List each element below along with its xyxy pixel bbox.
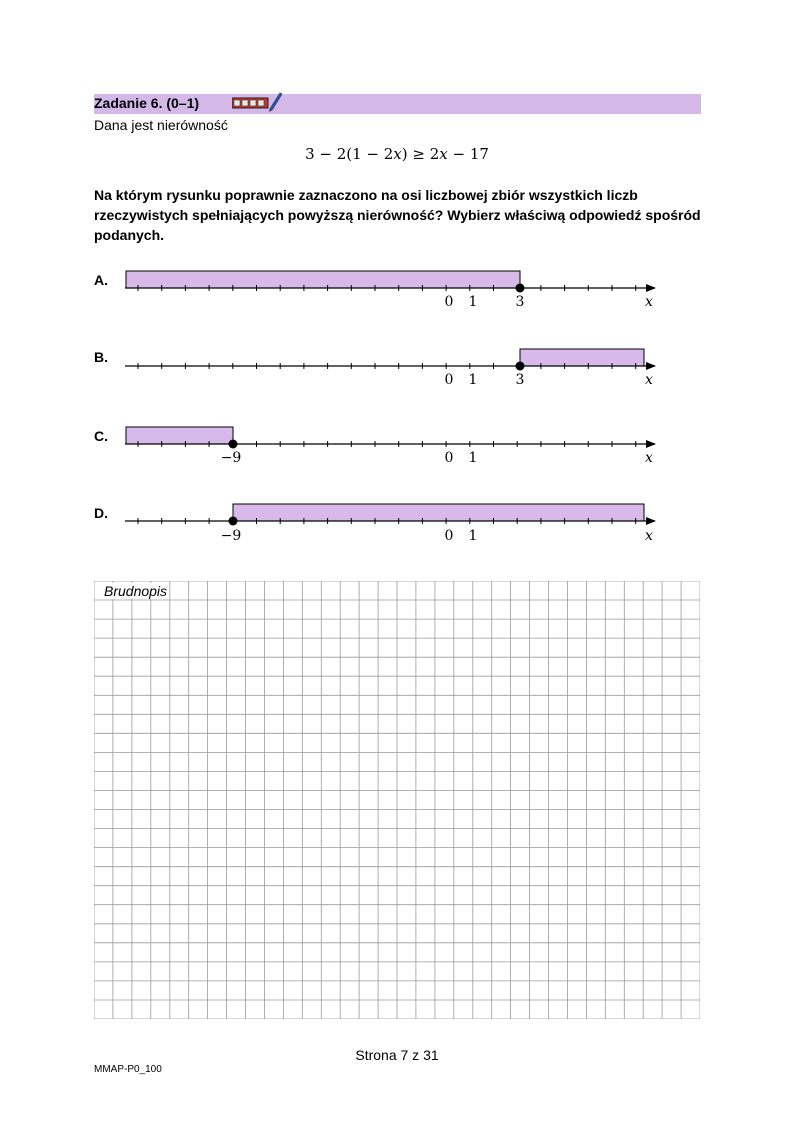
inequality-formula: 3 − 2(1 − 2𝑥) ≥ 2𝑥 − 17 bbox=[305, 145, 489, 163]
axis-variable-b: 𝑥 bbox=[645, 372, 653, 388]
option-c-label[interactable]: C. bbox=[94, 428, 108, 444]
tick-label-c-0: 0 bbox=[444, 450, 454, 466]
shaded-region-b bbox=[520, 349, 644, 366]
tick-label-d-0: 0 bbox=[444, 528, 454, 544]
tick-label-a-3: 3 bbox=[515, 294, 525, 310]
number-line-c[interactable] bbox=[125, 427, 655, 466]
tick-label-d-minus9: −9 bbox=[220, 528, 242, 544]
scratch-label: Brudnopis bbox=[104, 583, 168, 599]
axis-variable-d: 𝑥 bbox=[645, 528, 653, 544]
document-code: MMAP-P0_100 bbox=[94, 1064, 162, 1075]
tick-label-a-1: 1 bbox=[468, 294, 478, 310]
closed-point-c bbox=[229, 440, 238, 449]
axis-variable-a: 𝑥 bbox=[645, 294, 653, 310]
intro-text: Dana jest nierówność bbox=[94, 117, 228, 133]
closed-point-d bbox=[229, 517, 238, 526]
number-line-a[interactable] bbox=[125, 271, 655, 310]
tick-label-b-1: 1 bbox=[468, 372, 478, 388]
tick-label-c-minus9: −9 bbox=[220, 450, 242, 466]
shaded-region-c bbox=[126, 427, 233, 444]
tick-label-d-1: 1 bbox=[468, 528, 478, 544]
shaded-region-d bbox=[233, 504, 644, 521]
task-title: Zadanie 6. (0–1) bbox=[94, 95, 200, 111]
axis-variable-c: 𝑥 bbox=[645, 450, 653, 466]
scratch-grid[interactable] bbox=[94, 581, 700, 1019]
option-d-label[interactable]: D. bbox=[94, 505, 108, 521]
tick-label-a-0: 0 bbox=[444, 294, 454, 310]
tick-label-b-3: 3 bbox=[515, 372, 525, 388]
tick-label-b-0: 0 bbox=[444, 372, 454, 388]
tick-label-c-1: 1 bbox=[468, 450, 478, 466]
option-b-label[interactable]: B. bbox=[94, 349, 108, 365]
closed-point-a bbox=[516, 284, 525, 293]
page-number: Strona 7 z 31 bbox=[355, 1047, 439, 1063]
number-line-b[interactable] bbox=[125, 349, 655, 388]
question-text: Na którym rysunku poprawnie zaznaczono na osi liczbowej zbiór wszystkich liczb rzeczywistych spełniających powyższą nierówność? Wybierz właściwą odpowiedź spośród podanych. bbox=[94, 187, 701, 243]
option-a-label[interactable]: A. bbox=[94, 272, 108, 288]
number-line-d[interactable] bbox=[125, 504, 655, 544]
closed-point-b bbox=[516, 362, 525, 371]
